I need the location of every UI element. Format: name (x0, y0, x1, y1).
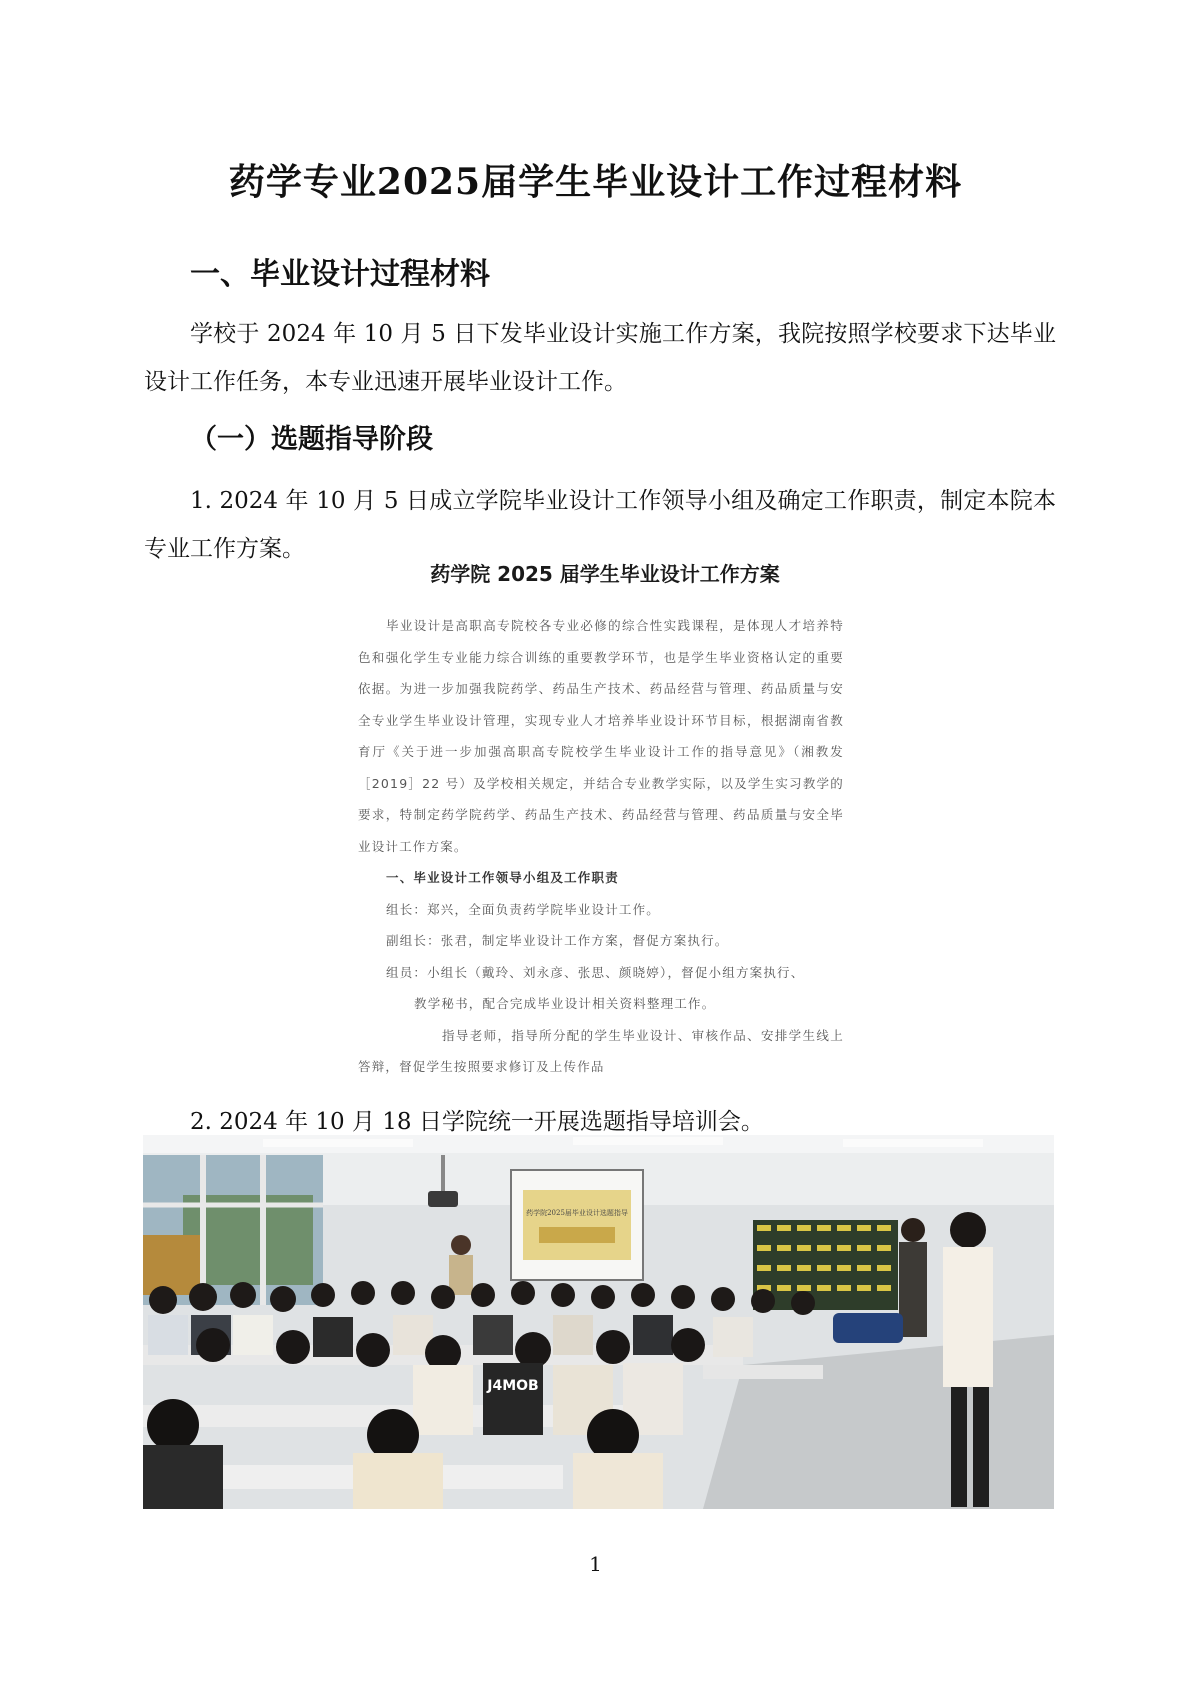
jacket-text: J4MOB (487, 1378, 539, 1394)
plan-secretary: 教学秘书，配合完成毕业设计相关资料整理工作。 (414, 996, 716, 1011)
plan-deputy: 副组长：张君，制定毕业设计工作方案，督促方案执行。 (386, 933, 729, 948)
screen-text: 药学院2025届毕业设计选题指导 (526, 1209, 628, 1217)
plan-paragraph: 毕业设计是高职高专院校各专业必修的综合性实践课程，是体现人才培养特色和强化学生专业能力综合训练的重要教学环节，也是学生毕业资格认定的重要依据。为进一步加强我院药学、药品生产技术、药品经营与管理、药品质量与安全专业学生毕业设计管理，实现专业人才培养毕业设计环节目标，根据湖南省教育厅《关于进一步加强高职高专院校学生毕业设计工作的指导意见》（湘教发［2019］22 号）及学校相关规定，并结合专业教学实际，以及学生实习教学的要求，特制定药学院药学、药品生产技术、药品经营与管理、药品质量与安全毕业设计工作方案。 (358, 618, 844, 854)
plan-advisors: 指导老师，指导所分配的学生毕业设计、审核作品、安排学生线上答辩，督促学生按照要求修订及上传作品 (358, 1027, 844, 1074)
plan-leader: 组长：郑兴，全面负责药学院毕业设计工作。 (386, 901, 661, 917)
subsection-heading: （一）选题指导阶段 (190, 424, 433, 455)
classroom-photo (143, 1135, 1054, 1509)
plan-body (358, 610, 844, 1083)
document-title: 药学专业2025届学生毕业设计工作过程材料 (228, 161, 963, 203)
page-number: 1 (589, 1552, 602, 1576)
item-1-paragraph: 1. 2024 年 10 月 5 日成立学院毕业设计工作领导小组及确定工作职责，制定本院本专业工作方案。 (144, 488, 1056, 562)
section-heading: 一、毕业设计过程材料 (190, 257, 490, 292)
plan-scan-image (350, 556, 860, 1086)
item-2-paragraph: 2. 2024 年 10 月 18 日学院统一开展选题指导培训会。 (190, 1109, 764, 1135)
plan-members: 组员：小组长（戴玲、刘永彦、张思、颜晓婷），督促小组方案执行、 (386, 964, 805, 980)
locker-wall (753, 1220, 898, 1310)
intro-paragraph: 学校于 2024 年 10 月 5 日下发毕业设计实施工作方案，我院按照学校要求下达毕业设计工作任务，本专业迅速开展毕业设计工作。 (144, 321, 1056, 395)
plan-title: 药学院 2025 届学生毕业设计工作方案 (430, 562, 780, 586)
plan-section-heading: 一、毕业设计工作领导小组及工作职责 (386, 870, 619, 885)
